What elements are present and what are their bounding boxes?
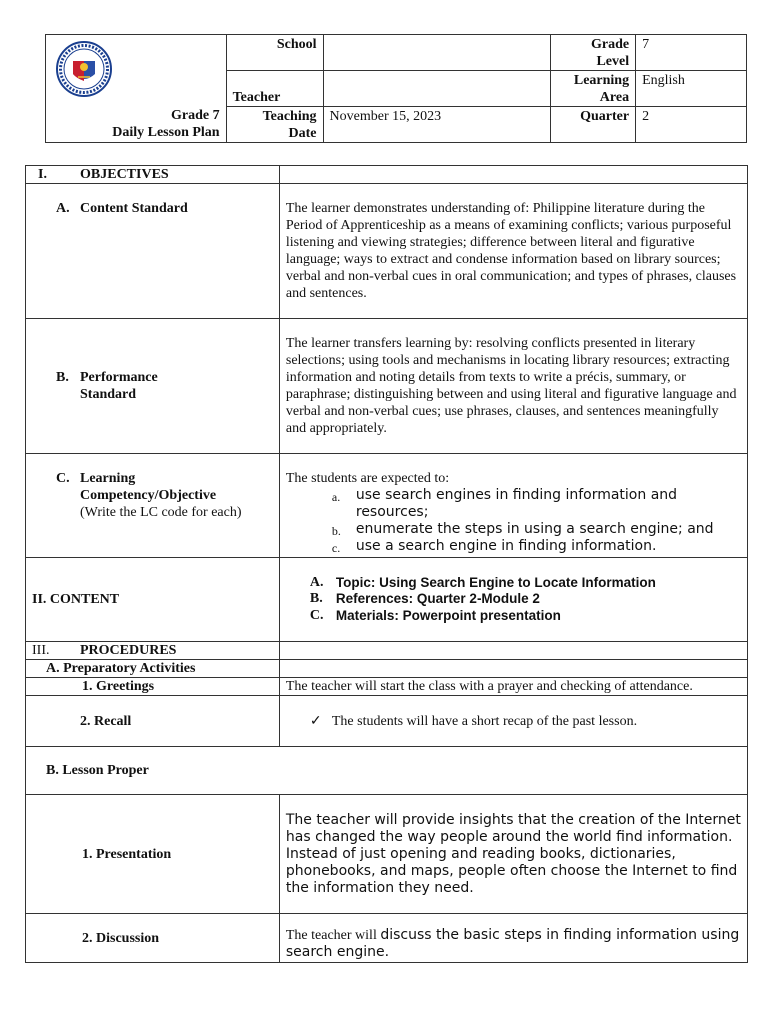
lesson-plan-table xyxy=(25,165,748,963)
grade-title: Grade 7 xyxy=(170,108,220,123)
procedures-empty xyxy=(279,642,747,660)
list-item: c. use a search engine in finding information. xyxy=(331,538,657,555)
list-item: a. use search engines in finding information and resources; xyxy=(331,487,678,520)
grade-level-label: Grade Level xyxy=(551,35,636,71)
teaching-date-field[interactable]: November 15, 2023 xyxy=(323,107,551,143)
teacher-label: Teacher xyxy=(226,71,323,107)
checkmark-icon: ✓ xyxy=(309,713,322,729)
preparatory-heading: A. Preparatory Activities xyxy=(26,660,280,678)
content-materials: C. Materials: Powerpoint presentation xyxy=(309,607,561,623)
quarter-field[interactable]: 2 xyxy=(636,107,747,143)
competency-text xyxy=(279,454,747,558)
preparatory-empty xyxy=(279,660,747,678)
competency-intro: The students are expected to: xyxy=(285,471,450,486)
school-field[interactable] xyxy=(323,35,551,71)
teacher-field[interactable] xyxy=(323,71,551,107)
performance-standard-label: B. Performance Standard xyxy=(26,319,280,454)
content-body xyxy=(279,558,747,642)
content-list xyxy=(310,575,741,625)
objectives-empty xyxy=(279,166,747,184)
competency-label: C. Learning Competency/Objective (Write the LC code for each) xyxy=(26,454,280,558)
learning-area-field[interactable]: English xyxy=(636,71,747,107)
plan-title: Daily Lesson Plan xyxy=(112,125,220,140)
discussion-label: 2. Discussion xyxy=(26,914,280,963)
content-heading: II. CONTENT xyxy=(26,558,280,642)
recall-label: 2. Recall xyxy=(26,696,280,747)
lesson-proper-heading: B. Lesson Proper xyxy=(26,747,748,795)
recall-text: ✓ The students will have a short recap of the past lesson. xyxy=(279,696,747,747)
greetings-label: 1. Greetings xyxy=(26,678,280,696)
header-table xyxy=(45,34,747,143)
list-item: b. enumerate the steps in using a search engine; and xyxy=(331,521,714,538)
performance-standard-text: The learner transfers learning by: resolving conflicts presented in literary selections; using tools and mechanisms in locating library resources; extracting information and noting details from texts to write a précis, summary, or paraphrase; distinguishing between and using literal and figurative language and verbal and non-verbal cues; use phrases, clauses, and sentences meaningfully and appropriately. xyxy=(279,319,747,454)
content-references: B. References: Quarter 2-Module 2 xyxy=(309,591,540,607)
logo-cell xyxy=(46,35,227,143)
deped-seal-icon xyxy=(56,41,112,97)
presentation-text: The teacher will provide insights that the creation of the Internet has changed the way people around the world find information. Instead of just opening and reading books, dictionaries, phonebooks, and maps, people often choose the Internet to find the information they need. xyxy=(279,795,747,914)
discussion-text: The teacher will discuss the basic steps in finding information using search engine. xyxy=(279,914,747,963)
grade-level-field[interactable]: 7 xyxy=(636,35,747,71)
teaching-date-label: Teaching Date xyxy=(226,107,323,143)
content-standard-label: A. Content Standard xyxy=(26,184,280,319)
presentation-label: 1. Presentation xyxy=(26,795,280,914)
content-topic: A. Topic: Using Search Engine to Locate Information xyxy=(309,574,656,590)
school-label: School xyxy=(226,35,323,71)
procedures-heading: III. PROCEDURES xyxy=(26,642,280,660)
content-standard-text: The learner demonstrates understanding of: Philippine literature during the Period of Apprenticeship as a means of examining conflicts; various purposeful listening and viewing strategies; difference between literal and figurative language; ways to extract and condense information based on library sources; verbal and non-verbal cues in oral communication; and types of phrases, clauses and sentences. xyxy=(279,184,747,319)
learning-area-label: Learning Area xyxy=(551,71,636,107)
quarter-label: Quarter xyxy=(551,107,636,143)
greetings-text: The teacher will start the class with a prayer and checking of attendance. xyxy=(279,678,747,696)
objectives-heading: I. OBJECTIVES xyxy=(26,166,280,184)
competency-list xyxy=(286,487,741,555)
